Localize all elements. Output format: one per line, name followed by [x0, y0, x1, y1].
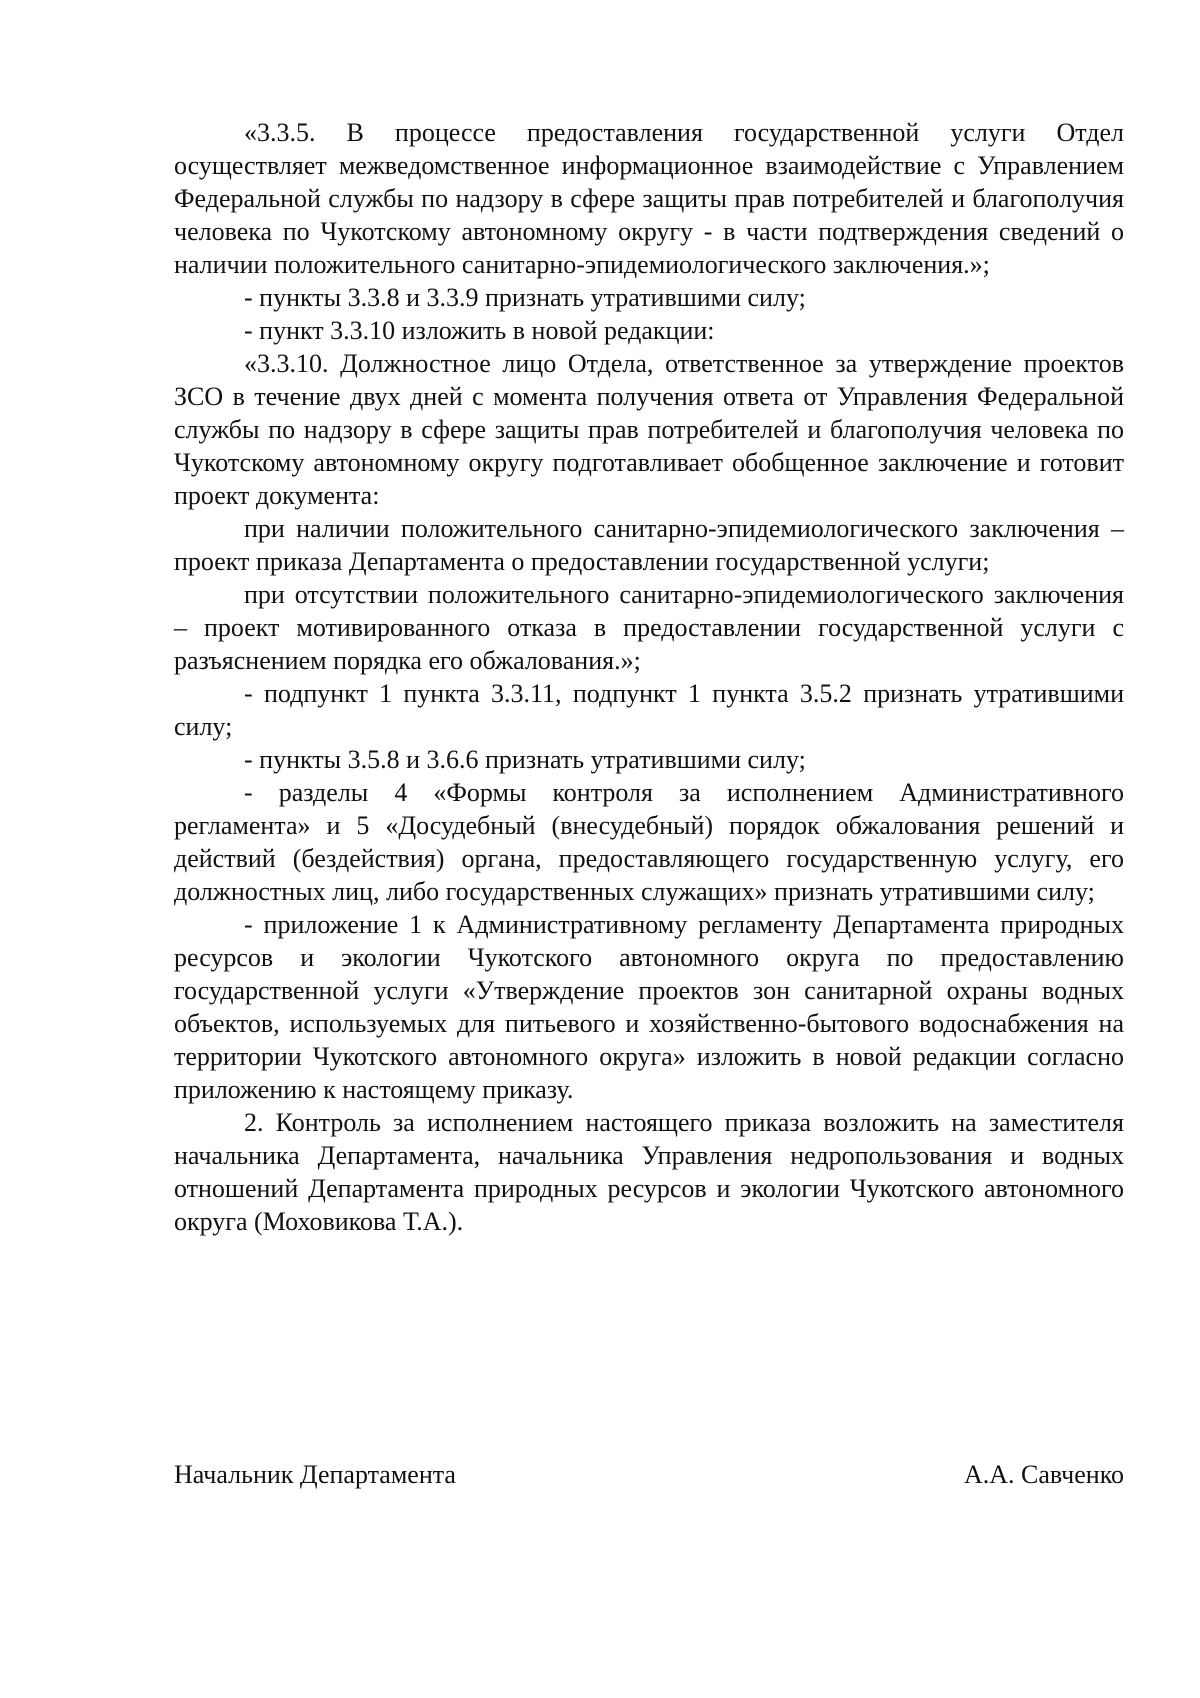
signature-position: Начальник Департамента — [174, 1460, 456, 1489]
paragraph-3-3-5: «3.3.5. В процессе предоставления государственной услуги Отдел осуществляет межведомственное информационное взаимодействие с Управлением Федеральной службы по надзору в сфере защиты прав потребителей и благополучия человека по Чукотскому автономному округу - в части подтверждения сведений о наличии положительного санитарно-эпидемиологического заключения.»; — [174, 118, 1124, 279]
paragraph-positive-conclusion: при наличии положительного санитарно-эпидемиологического заключения – проект приказа Департамента о предоставлении государственной услуги; — [174, 514, 1124, 576]
paragraph-item-3-3-10-intro: - пункт 3.3.10 изложить в новой редакции: — [244, 316, 715, 345]
signature-name: А.А. Савченко — [963, 1460, 1124, 1489]
paragraph-appendix-1: - приложение 1 к Административному регламенту Департамента природных ресурсов и экологии Чукотского автономного округа по предоставлению государственной услуги «Утверждение проектов зон санитарной охраны водных объектов, используемых для питьевого и хозяйственно-бытового водоснабжения на территории Чукотского автономного округа» изложить в новой редакции согласно приложению к настоящему приказу. — [174, 910, 1124, 1104]
paragraph-3-3-10: «3.3.10. Должностное лицо Отдела, ответственное за утверждение проектов ЗСО в течение двух дней с момента получения ответа от Управления Федеральной службы по надзору в сфере защиты прав потребителей и благополучия человека по Чукотскому автономному округу подготавливает обобщенное заключение и готовит проект документа: — [174, 349, 1124, 510]
paragraph-items-3-3-8-3-3-9: - пункты 3.3.8 и 3.3.9 признать утратившими силу; — [244, 283, 806, 312]
paragraph-negative-conclusion: при отсутствии положительного санитарно-эпидемиологического заключения – проект мотивированного отказа в предоставлении государственной услуги с разъяснением порядка его обжалования.»; — [174, 580, 1124, 675]
signature-block — [174, 1458, 1124, 1491]
document-body — [174, 116, 1124, 1238]
paragraph-subitems-3-3-11-3-5-2: - подпункт 1 пункта 3.3.11, подпункт 1 пункта 3.5.2 признать утратившими силу; — [174, 679, 1124, 741]
paragraph-items-3-5-8-3-6-6: - пункты 3.5.8 и 3.6.6 признать утратившими силу; — [244, 745, 806, 774]
paragraph-sections-4-5: - разделы 4 «Формы контроля за исполнением Административного регламента» и 5 «Досудебный (внесудебный) порядок обжалования решений и действий (бездействия) органа, предоставляющего государственную услугу, его должностных лиц, либо государственных служащих» признать утратившими силу; — [174, 778, 1124, 906]
paragraph-control: 2. Контроль за исполнением настоящего приказа возложить на заместителя начальника Департамента, начальника Управления недропользования и водных отношений Департамента природных ресурсов и экологии Чукотского автономного округа (Моховикова Т.А.). — [174, 1108, 1124, 1236]
